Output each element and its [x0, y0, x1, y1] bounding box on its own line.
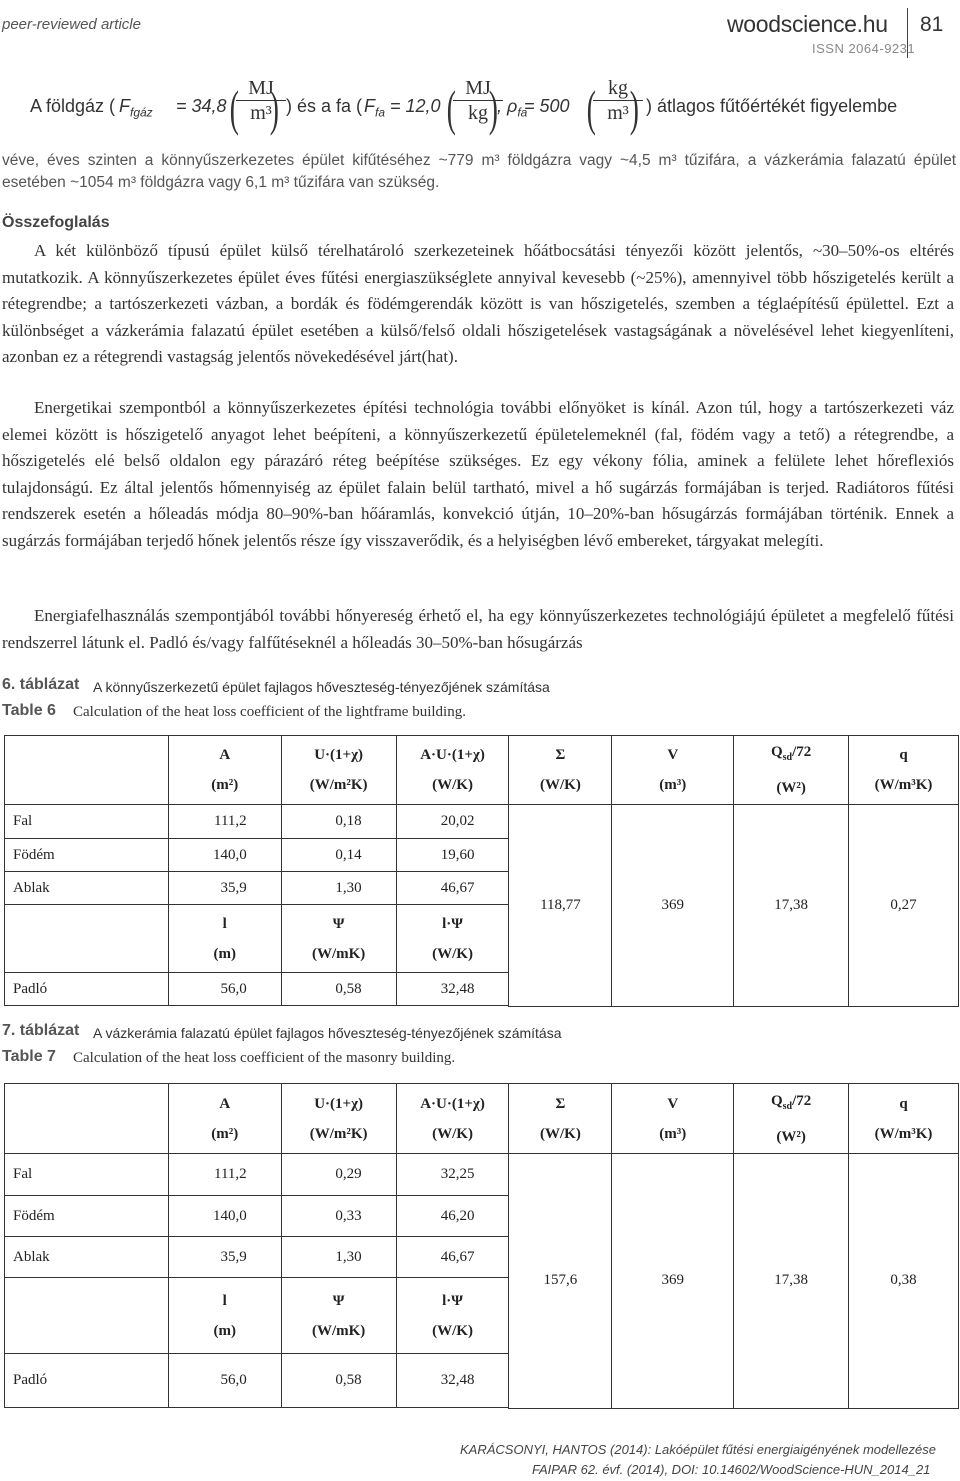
- header-sum: Σ (W/K): [509, 1084, 612, 1154]
- cell-A: 35,9: [168, 1237, 281, 1278]
- cell-q: 0,38: [849, 1154, 959, 1409]
- formula-suffix: ) átlagos fűtőértékét figyelembe: [646, 96, 898, 116]
- formula-eq2: = 12,0: [390, 96, 441, 116]
- table-row: [5, 1154, 959, 1196]
- summary-paragraph-2: Energetikai szempontból a könnyűszerkezetes építési technológia további előnyöket is kínál. Azon túl, hogy a tartószerkezeti váz elemei között is hőszigetelő anyagot lehet beépíteni, a könnyűszerkezetű épületelemeknél (fal, födém vagy a tető) a rétegrendbe, a hőszigetelés elé belső oldalon egy párazáró réteg beépítése szükséges. Ez egy vékony fólia, aminek a felülete lehet hőreflexiós tulajdonságú. Ez által jelentős hőmennyiség az épület falain belül tartható, mivel a hő sugárzás formájában is terjed. Radiátoros fűtési rendszerek esetén a hőleadás módja 80–90%-ban hőáramlás, konvekció útján, 10–20%-ban hősugárzás formájában történik. Ennek a sugárzás formájában terjedő hőnek jelentős része így visszaverődik, és a helyiségben lévő embereket, tárgyakat melegíti.: [2, 398, 954, 550]
- formula-F1: $F_{fgáz}$: [119, 96, 153, 120]
- header-U: U·(1+χ) (W/m²K): [281, 1084, 396, 1154]
- header-A: A (m²): [168, 736, 281, 805]
- issn: ISSN 2064-9231: [812, 41, 916, 56]
- cell-l: 56,0: [168, 973, 281, 1006]
- subheader-empty: [5, 905, 169, 973]
- subheader-lpsi: l·Ψ (W/K): [396, 905, 509, 973]
- table7-caption-en: Calculation of the heat loss coefficient of the masonry building.: [73, 1050, 456, 1066]
- cell-U: 1,30: [281, 872, 396, 905]
- subheader-l: l (m): [168, 1278, 281, 1354]
- cell-psi: 0,58: [281, 1354, 396, 1408]
- cell-psi: 0,58: [281, 973, 396, 1006]
- cell-sum: 157,6: [509, 1154, 612, 1409]
- cell-V: 369: [612, 805, 734, 1007]
- cell-AU: 19,60: [396, 839, 509, 872]
- cell-V: 369: [612, 1154, 734, 1409]
- formula-prefix: A földgáz (: [30, 96, 116, 116]
- cell-A: 111,2: [168, 1154, 281, 1196]
- cell-U: 0,29: [281, 1154, 396, 1196]
- unit-mj-per-kg: $\frac{MJ}{kg}$: [453, 76, 503, 125]
- cell-AU: 46,67: [396, 1237, 509, 1278]
- cell-A: 35,9: [168, 872, 281, 905]
- subheader-psi: Ψ (W/mK): [281, 905, 396, 973]
- table6-label-en: Table 6: [2, 702, 56, 719]
- table6-caption-hu: A könnyűszerkezetű épület fajlagos hőveszteség-tényezőjének számítása: [93, 679, 550, 695]
- row-name: Ablak: [5, 1237, 169, 1278]
- paren-close: ): [629, 80, 639, 136]
- subheader-lpsi: l·Ψ (W/K): [396, 1278, 509, 1354]
- formula-rho: , $\rho_{fa}$: [497, 96, 528, 120]
- cell-lpsi: 32,48: [396, 1354, 509, 1408]
- cell-l: 56,0: [168, 1354, 281, 1408]
- header-empty: [5, 1084, 169, 1154]
- fuel-value-formula: [30, 74, 950, 144]
- cell-AU: 20,02: [396, 805, 509, 839]
- cell-U: 0,18: [281, 805, 396, 839]
- section-heading-summary: Összefoglalás: [2, 214, 110, 231]
- header-q: q (W/m³K): [849, 1084, 959, 1154]
- cell-A: 140,0: [168, 839, 281, 872]
- summary-paragraph-1: A két különböző típusú épület külső térelhatároló szerkezeteinek hőátbocsátási tényezői között jelentős, ~30–50%-os eltérés mutatkozik. A könnyűszerkezetes épület éves fűtési energiaszükséglete annyival kevesebb (~25%), amennyivel több hőszigetelés került a rétegrendbe; a tartószerkezeti vázban, a bordák és födémgerendák között is van hőszigetelés, szemben a téglaépítésű épülettel. Ezt a különbséget a vázkerámia falazatú épület esetében a külső/felső oldali hőszigetelések vastagságának a növelésével lehet kiegyenlíteni, azonban ez a rétegrendi vastagság jelentős növekedésével járt(hat).: [2, 241, 954, 366]
- journal-site: woodscience.hu: [727, 11, 888, 37]
- cell-A: 140,0: [168, 1196, 281, 1237]
- formula-F2: $F_{fa}$: [364, 96, 386, 120]
- cell-U: 1,30: [281, 1237, 396, 1278]
- unit-mj-per-m3: $\frac{MJ}{\text{m³}}$: [236, 76, 286, 125]
- cell-U: 0,33: [281, 1196, 396, 1237]
- header-U: U·(1+χ) (W/m²K): [281, 736, 396, 805]
- cell-lpsi: 32,48: [396, 973, 509, 1006]
- header-q: q (W/m³K): [849, 736, 959, 805]
- header-AU: A·U·(1+χ) (W/K): [396, 1084, 509, 1154]
- cell-AU: 32,25: [396, 1154, 509, 1196]
- header-sum: Σ (W/K): [509, 736, 612, 805]
- subheader-l: l (m): [168, 905, 281, 973]
- table6-caption-en: Calculation of the heat loss coefficient of the lightframe building.: [73, 704, 466, 720]
- header-AU: A·U·(1+χ) (W/K): [396, 736, 509, 805]
- running-header-left: peer-reviewed article: [2, 16, 141, 33]
- row-name: Födém: [5, 839, 169, 872]
- paren-close: ): [269, 80, 279, 136]
- paren-open: (: [586, 80, 596, 136]
- footer-citation: KARÁCSONYI, HANTOS (2014): Lakóépület fűtési energiaigényének modellezése: [460, 1442, 936, 1457]
- cell-U: 0,14: [281, 839, 396, 872]
- header-Q: $Q_{sd}/72$ (W²): [734, 736, 849, 805]
- paren-open: (: [229, 80, 239, 136]
- subheader-empty: [5, 1278, 169, 1354]
- cell-Q: 17,38: [734, 1154, 849, 1409]
- formula-mid1: ) és a fa (: [286, 96, 363, 116]
- table-header-row: [5, 1084, 959, 1154]
- cell-AU: 46,20: [396, 1196, 509, 1237]
- header-empty: [5, 736, 169, 805]
- row-name: Padló: [5, 973, 169, 1006]
- formula-eq1: = 34,8: [176, 96, 227, 116]
- header-V: V (m³): [612, 1084, 734, 1154]
- cell-q: 0,27: [849, 805, 959, 1007]
- table-header-row: [5, 736, 959, 805]
- subheader-psi: Ψ (W/mK): [281, 1278, 396, 1354]
- footer-doi: FAIPAR 62. évf. (2014), DOI: 10.14602/WoodScience-HUN_2014_21: [532, 1462, 931, 1477]
- header-Q: $Q_{sd}/72$ (W²): [734, 1084, 849, 1154]
- row-name: Padló: [5, 1354, 169, 1408]
- row-name: Födém: [5, 1196, 169, 1237]
- page-number: 81: [920, 13, 944, 36]
- formula-eq3: = 500: [524, 96, 570, 116]
- cell-Q: 17,38: [734, 805, 849, 1007]
- row-name: Fal: [5, 805, 169, 839]
- row-name: Ablak: [5, 872, 169, 905]
- cell-A: 111,2: [168, 805, 281, 839]
- paragraph-continuation: véve, éves szinten a könnyűszerkezetes épület kifűtéséhez ~779 m³ földgázra vagy ~4,5 m³ tűzifára, a vázkerámia falazatú épület esetében ~1054 m³ földgázra vagy 6,1 m³ tűzifára van szükség.: [2, 152, 956, 191]
- summary-paragraph-3: Energiafelhasználás szempontjából további hőnyereség érhető el, ha egy könnyűszerkezetes technológiájú épületet a megfelelő fűtési rendszerrel látunk el. Padló és/vagy falfűtéseknél a hőleadás 30–50%-ban hősugárzás: [2, 606, 954, 652]
- row-name: Fal: [5, 1154, 169, 1196]
- cell-sum: 118,77: [509, 805, 612, 1007]
- table7-caption-hu: A vázkerámia falazatú épület fajlagos hőveszteség-tényezőjének számítása: [93, 1025, 562, 1041]
- table6: [4, 735, 959, 1007]
- header-A: A (m²): [168, 1084, 281, 1154]
- header-V: V (m³): [612, 736, 734, 805]
- table7-label-hu: 7. táblázat: [2, 1022, 80, 1039]
- table6-label-hu: 6. táblázat: [2, 676, 80, 693]
- paren-close: ): [488, 80, 498, 136]
- table7: [4, 1083, 959, 1409]
- cell-AU: 46,67: [396, 872, 509, 905]
- paren-open: (: [446, 80, 456, 136]
- unit-kg-per-m3: $\frac{kg}{\text{m³}}$: [593, 76, 643, 125]
- table-row: [5, 805, 959, 839]
- table7-label-en: Table 7: [2, 1048, 56, 1065]
